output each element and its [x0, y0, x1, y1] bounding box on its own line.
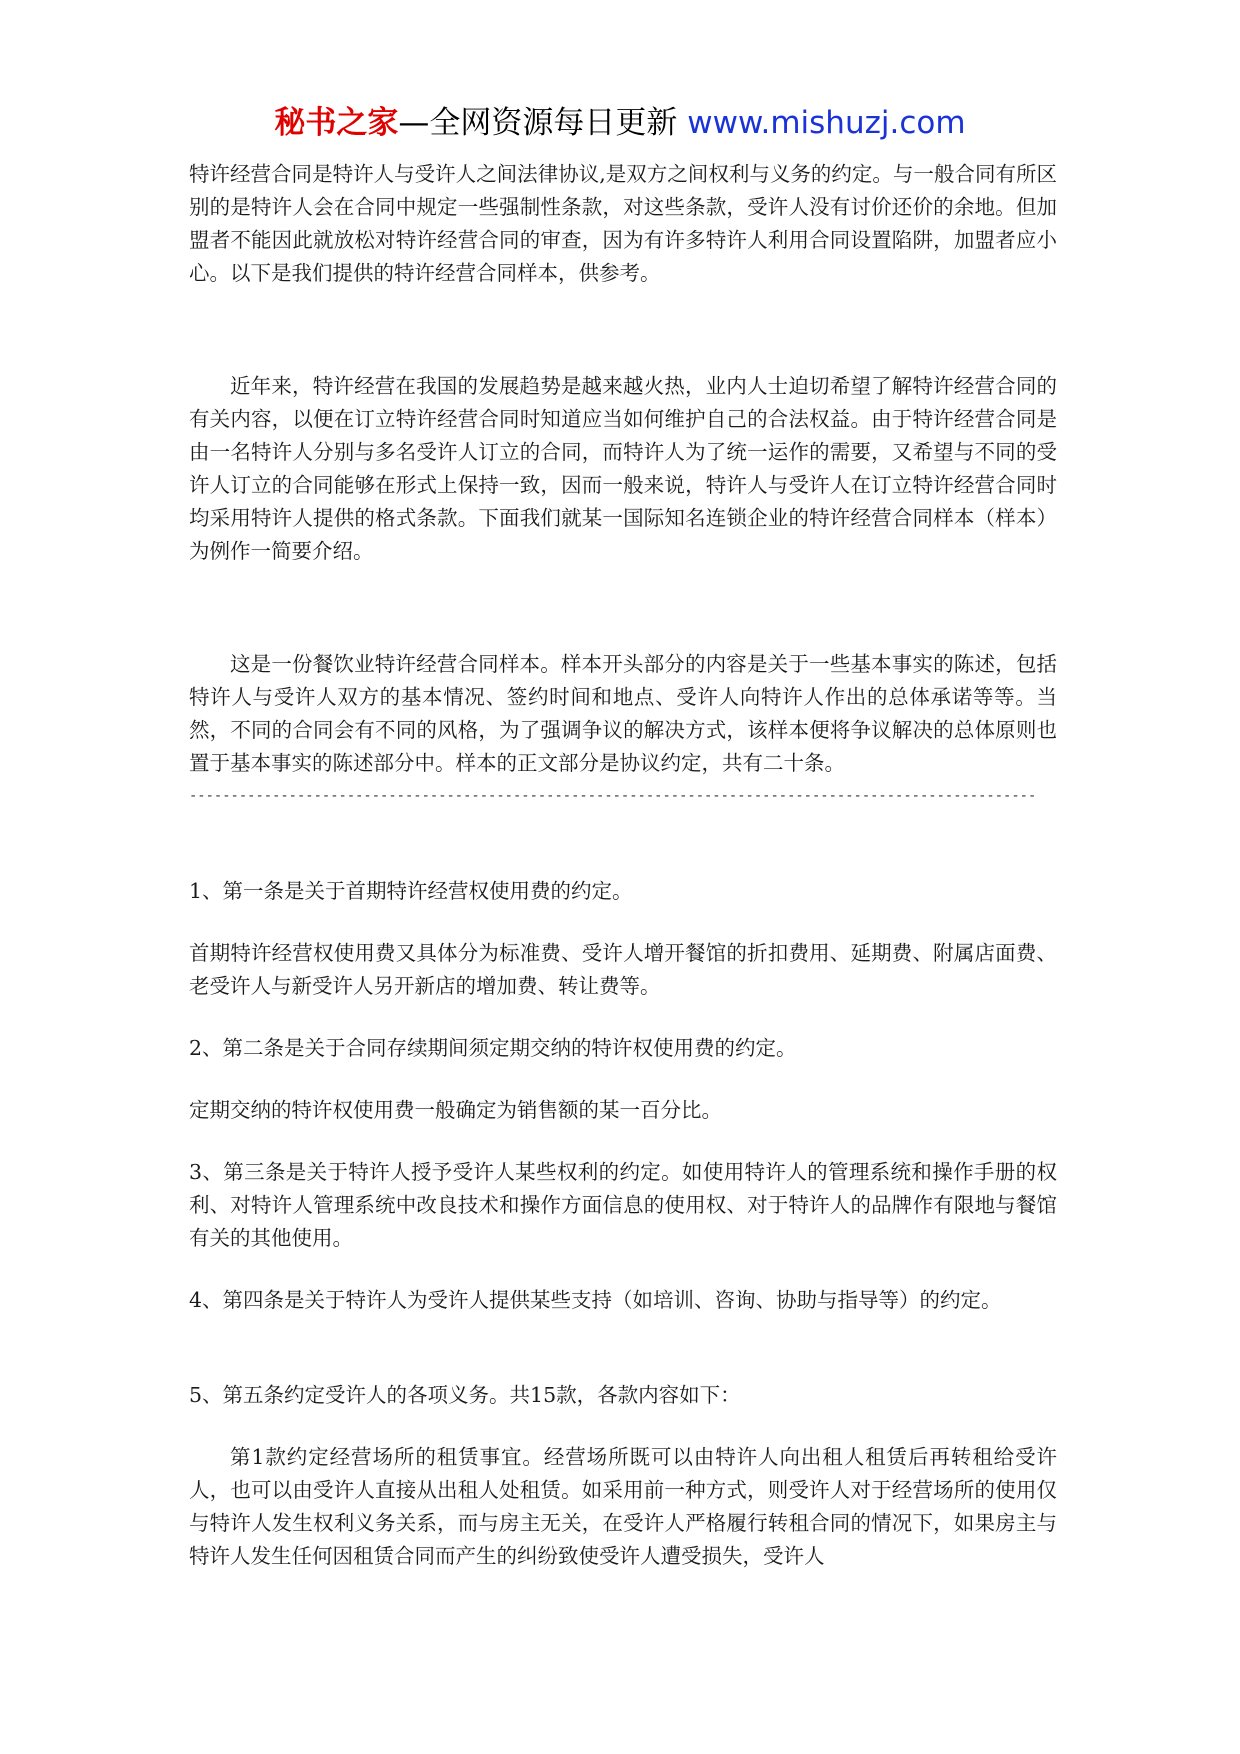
intro-paragraph: 特许经营合同是特许人与受许人之间法律协议,是双方之间权利与义务的约定。与一般合同有所区别的是特许人会在合同中规定一些强制性条款，对这些条款，受许人没有讨价还价的余地。但加盟者不能因此就放松对特许经营合同的审查，因为有许多特许人利用合同设置陷阱，加盟者应小心。以下是我们提供的特许经营合同样本，供参考。: [189, 162, 1057, 285]
sample-description-paragraph: 这是一份餐饮业特许经营合同样本。样本开头部分的内容是关于一些基本事实的陈述，包括特许人与受许人双方的基本情况、签约时间和地点、受许人向特许人作出的总体承诺等等。当然，不同的合同会有不同的风格，为了强调争议的解决方式，该样本便将争议解决的总体原则也置于基本事实的陈述部分中。样本的正文部分是协议约定，共有二十条。: [189, 652, 1057, 775]
article-2-heading: 2、第二条是关于合同存续期间须定期交纳的特许权使用费的约定。: [189, 1036, 797, 1060]
site-brand: 秘书之家: [274, 105, 399, 141]
article-4-paragraph: 4、第四条是关于特许人为受许人提供某些支持（如培训、咨询、协助与指导等）的约定。: [189, 1288, 1002, 1312]
article-5-heading: 5、第五条约定受许人的各项义务。共15款，各款内容如下：: [189, 1383, 741, 1407]
article-5-clause-1: 第1款约定经营场所的租赁事宜。经营场所既可以由特许人向出租人租赁后再转租给受许人，也可以由受许人直接从出租人处租赁。如采用前一种方式，则受许人对于经营场所的使用仅与特许人发生权利义务关系，而与房主无关，在受许人严格履行转租合同的情况下，如果房主与特许人发生任何因租赁合同而产生的纠纷致使受许人遭受损失，受许人: [189, 1445, 1057, 1568]
site-slogan: —全网资源每日更新: [398, 105, 678, 141]
section-divider: ------------------------------------------------------------------------------------------------------: [189, 788, 1037, 804]
article-1-heading: 1、第一条是关于首期特许经营权使用费的约定。: [189, 879, 633, 903]
article-2-detail: 定期交纳的特许权使用费一般确定为销售额的某一百分比。: [189, 1098, 722, 1122]
article-1-detail: 首期特许经营权使用费又具体分为标准费、受许人增开餐馆的折扣费用、延期费、附属店面费、老受许人与新受许人另开新店的增加费、转让费等。: [189, 941, 1057, 998]
document-body: [189, 158, 1057, 1573]
article-3-paragraph: 3、第三条是关于特许人授予受许人某些权利的约定。如使用特许人的管理系统和操作手册的权利、对特许人管理系统中改良技术和操作方面信息的使用权、对于特许人的品牌作有限地与餐馆有关的其他使用。: [189, 1160, 1057, 1250]
site-url[interactable]: www.mishuzj.com: [677, 105, 966, 141]
site-banner: [0, 103, 1240, 143]
overview-paragraph: 近年来，特许经营在我国的发展趋势是越来越火热，业内人士迫切希望了解特许经营合同的有关内容，以便在订立特许经营合同时知道应当如何维护自己的合法权益。由于特许经营合同是由一名特许人分别与多名受许人订立的合同，而特许人为了统一运作的需要，又希望与不同的受许人订立的合同能够在形式上保持一致，因而一般来说，特许人与受许人在订立特许经营合同时均采用特许人提供的格式条款。下面我们就某一国际知名连锁企业的特许经营合同样本（样本）为例作一简要介绍。: [189, 374, 1057, 563]
